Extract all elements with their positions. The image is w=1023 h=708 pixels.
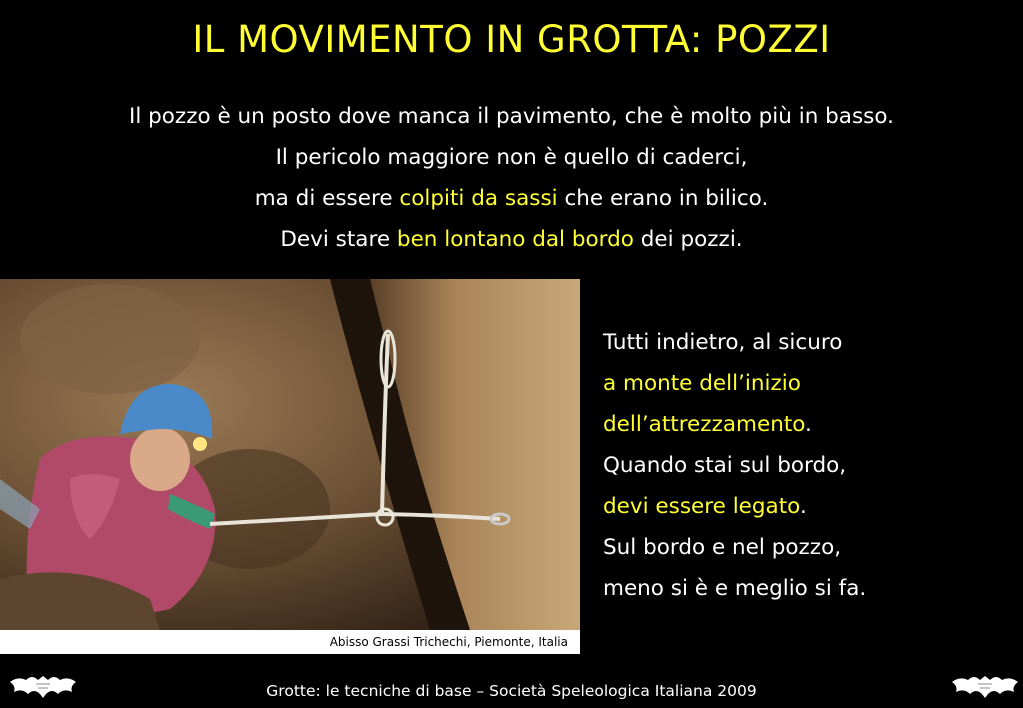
intro-line-4-before: Devi stare xyxy=(280,227,397,252)
slide-title: IL MOVIMENTO IN GROTTA: POZZI xyxy=(192,18,831,61)
intro-line-3 xyxy=(0,178,1023,219)
safety-line-5 xyxy=(603,486,1013,527)
intro-line-3-after: che erano in bilico. xyxy=(557,186,769,211)
intro-paragraph xyxy=(0,96,1023,260)
safety-line-4: Quando stai sul bordo, xyxy=(603,453,847,478)
rock-patch xyxy=(20,284,200,394)
caver-face xyxy=(130,427,190,491)
cave-photo xyxy=(0,279,580,630)
intro-line-2: Il pericolo maggiore non è quello di caderci, xyxy=(275,145,748,170)
safety-line-5-after: . xyxy=(799,494,807,519)
safety-line-7: meno si è e meglio si fa. xyxy=(603,576,867,601)
safety-line-1: Tutti indietro, al sicuro xyxy=(603,330,843,355)
safety-text xyxy=(603,322,1013,609)
intro-line-4 xyxy=(0,219,1023,260)
footer-credit: Grotte: le tecniche di base – Società Speleologica Italiana 2009 xyxy=(266,682,757,700)
safety-line-3 xyxy=(603,404,1013,445)
intro-line-1: Il pozzo è un posto dove manca il pavimento, che è molto più in basso. xyxy=(128,104,894,129)
safety-highlight-tied: devi essere legato xyxy=(603,494,800,519)
intro-line-4-after: dei pozzi. xyxy=(633,227,743,252)
safety-line-6: Sul bordo e nel pozzo, xyxy=(603,535,842,560)
helmet-lamp xyxy=(193,437,207,451)
intro-highlight-falling-rocks: colpiti da sassi xyxy=(399,186,558,211)
safety-line-3-after: . xyxy=(805,412,812,437)
cave-photo-illustration xyxy=(0,279,580,630)
intro-highlight-stay-away: ben lontano dal bordo xyxy=(396,227,634,252)
safety-line-2: a monte dell’inizio xyxy=(603,371,801,396)
safety-highlight-rigging: dell’attrezzamento xyxy=(603,412,806,437)
photo-caption: Abisso Grassi Trichechi, Piemonte, Italia xyxy=(0,630,580,654)
intro-line-3-before: ma di essere xyxy=(254,186,400,211)
